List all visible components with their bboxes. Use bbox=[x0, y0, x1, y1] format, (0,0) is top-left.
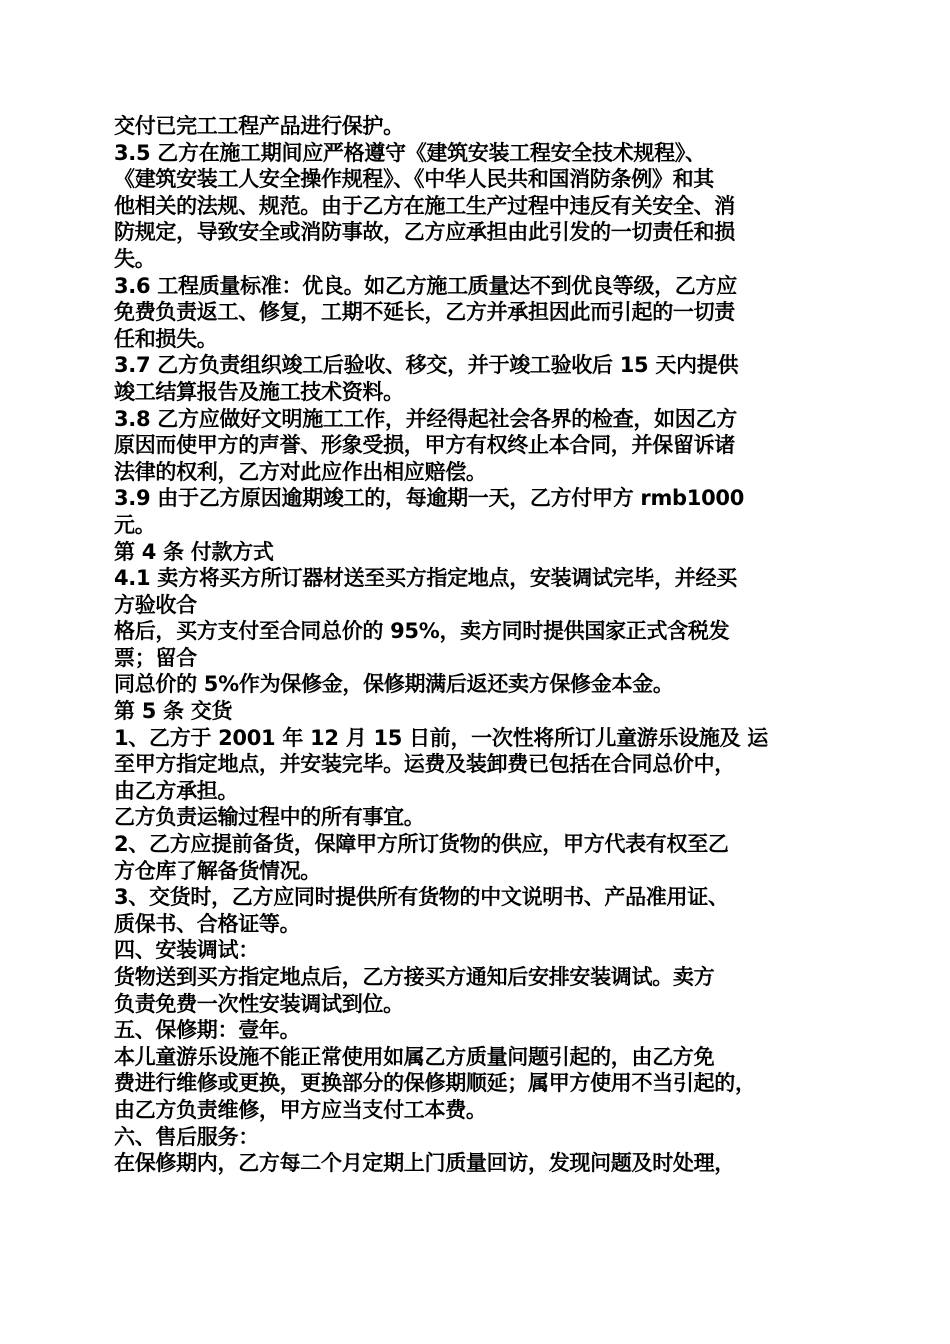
text-line: 法律的权利，乙方对此应作出相应赔偿。 bbox=[114, 459, 487, 484]
section-heading: 五、保修期：壹年。 bbox=[114, 1018, 301, 1043]
section-heading: 第 4 条 付款方式 bbox=[114, 539, 274, 564]
text-line: 质保书、合格证等。 bbox=[114, 911, 301, 936]
text-line: 方验收合 bbox=[114, 592, 197, 617]
text-line: 票；留合 bbox=[114, 645, 197, 670]
text-line: 免费负责返工、修复，工期不延长，乙方并承担因此而引起的一切责 bbox=[114, 300, 735, 325]
text-line: 乙方负责运输过程中的所有事宜。 bbox=[114, 805, 425, 830]
text-line: 格后，买方支付至合同总价的 95%，卖方同时提供国家正式含税发 bbox=[114, 619, 730, 644]
section-heading: 六、售后服务： bbox=[114, 1124, 259, 1149]
text-line: 《建筑安装工人安全操作规程》、《中华人民共和国消防条例》和其 bbox=[114, 167, 714, 192]
text-line: 他相关的法规、规范。由于乙方在施工生产过程中违反有关安全、消 bbox=[114, 193, 735, 218]
text-line: 失。 bbox=[114, 246, 156, 271]
text-line: 本儿童游乐设施不能正常使用如属乙方质量问题引起的，由乙方免 bbox=[114, 1044, 715, 1069]
text-line: 2、乙方应提前备货，保障甲方所订货物的供应，甲方代表有权至乙 bbox=[114, 832, 729, 857]
text-line: 方仓库了解备货情况。 bbox=[114, 858, 321, 883]
text-line: 1、乙方于 2001 年 12 月 15 日前，一次性将所订儿童游乐设施及 运 bbox=[114, 725, 768, 750]
text-line: 元。 bbox=[114, 512, 156, 537]
text-line: 由乙方承担。 bbox=[114, 778, 239, 803]
text-line: 3.7 乙方负责组织竣工后验收、移交，并于竣工验收后 15 天内提供 bbox=[114, 353, 739, 378]
text-line: 任和损失。 bbox=[114, 326, 218, 351]
document-body bbox=[114, 113, 840, 1177]
text-line: 3.8 乙方应做好文明施工工作，并经得起社会各界的检查，如因乙方 bbox=[114, 406, 737, 431]
text-line: 原因而使甲方的声誉、形象受损，甲方有权终止本合同，并保留诉诸 bbox=[114, 433, 735, 458]
section-heading: 四、安装调试： bbox=[114, 938, 259, 963]
text-line: 至甲方指定地点，并安装完毕。运费及装卸费已包括在合同总价中， bbox=[114, 752, 735, 777]
text-line: 货物送到买方指定地点后，乙方接买方通知后安排安装调试。卖方 bbox=[114, 965, 715, 989]
text-line: 3.5 乙方在施工期间应严格遵守《建筑安装工程安全技术规程》、 bbox=[114, 140, 706, 165]
text-line: 4.1 卖方将买方所订器材送至买方指定地点，安装调试完毕，并经买 bbox=[114, 566, 737, 591]
section-heading: 第 5 条 交货 bbox=[114, 699, 233, 724]
text-line: 在保修期内，乙方每二个月定期上门质量回访，发现问题及时处理， bbox=[114, 1151, 735, 1176]
text-line: 防规定，导致安全或消防事故，乙方应承担由此引发的一切责任和损 bbox=[114, 220, 735, 245]
text-line: 由乙方负责维修，甲方应当支付工本费。 bbox=[114, 1097, 487, 1122]
text-line: 负责免费一次性安装调试到位。 bbox=[114, 991, 404, 1016]
text-line: 同总价的 5%作为保修金，保修期满后返还卖方保修金本金。 bbox=[114, 672, 674, 697]
text-line: 3、交货时，乙方应同时提供所有货物的中文说明书、产品准用证、 bbox=[114, 885, 729, 910]
text-line: 竣工结算报告及施工技术资料。 bbox=[114, 379, 404, 404]
text-line: 费进行维修或更换，更换部分的保修期顺延；属甲方使用不当引起的， bbox=[114, 1071, 756, 1096]
text-line: 交付已完工工程产品进行保护。 bbox=[114, 114, 404, 138]
text-line: 3.9 由于乙方原因逾期竣工的，每逾期一天，乙方付甲方 rmb1000 bbox=[114, 486, 745, 511]
text-line: 3.6 工程质量标准：优良。如乙方施工质量达不到优良等级，乙方应 bbox=[114, 273, 737, 298]
